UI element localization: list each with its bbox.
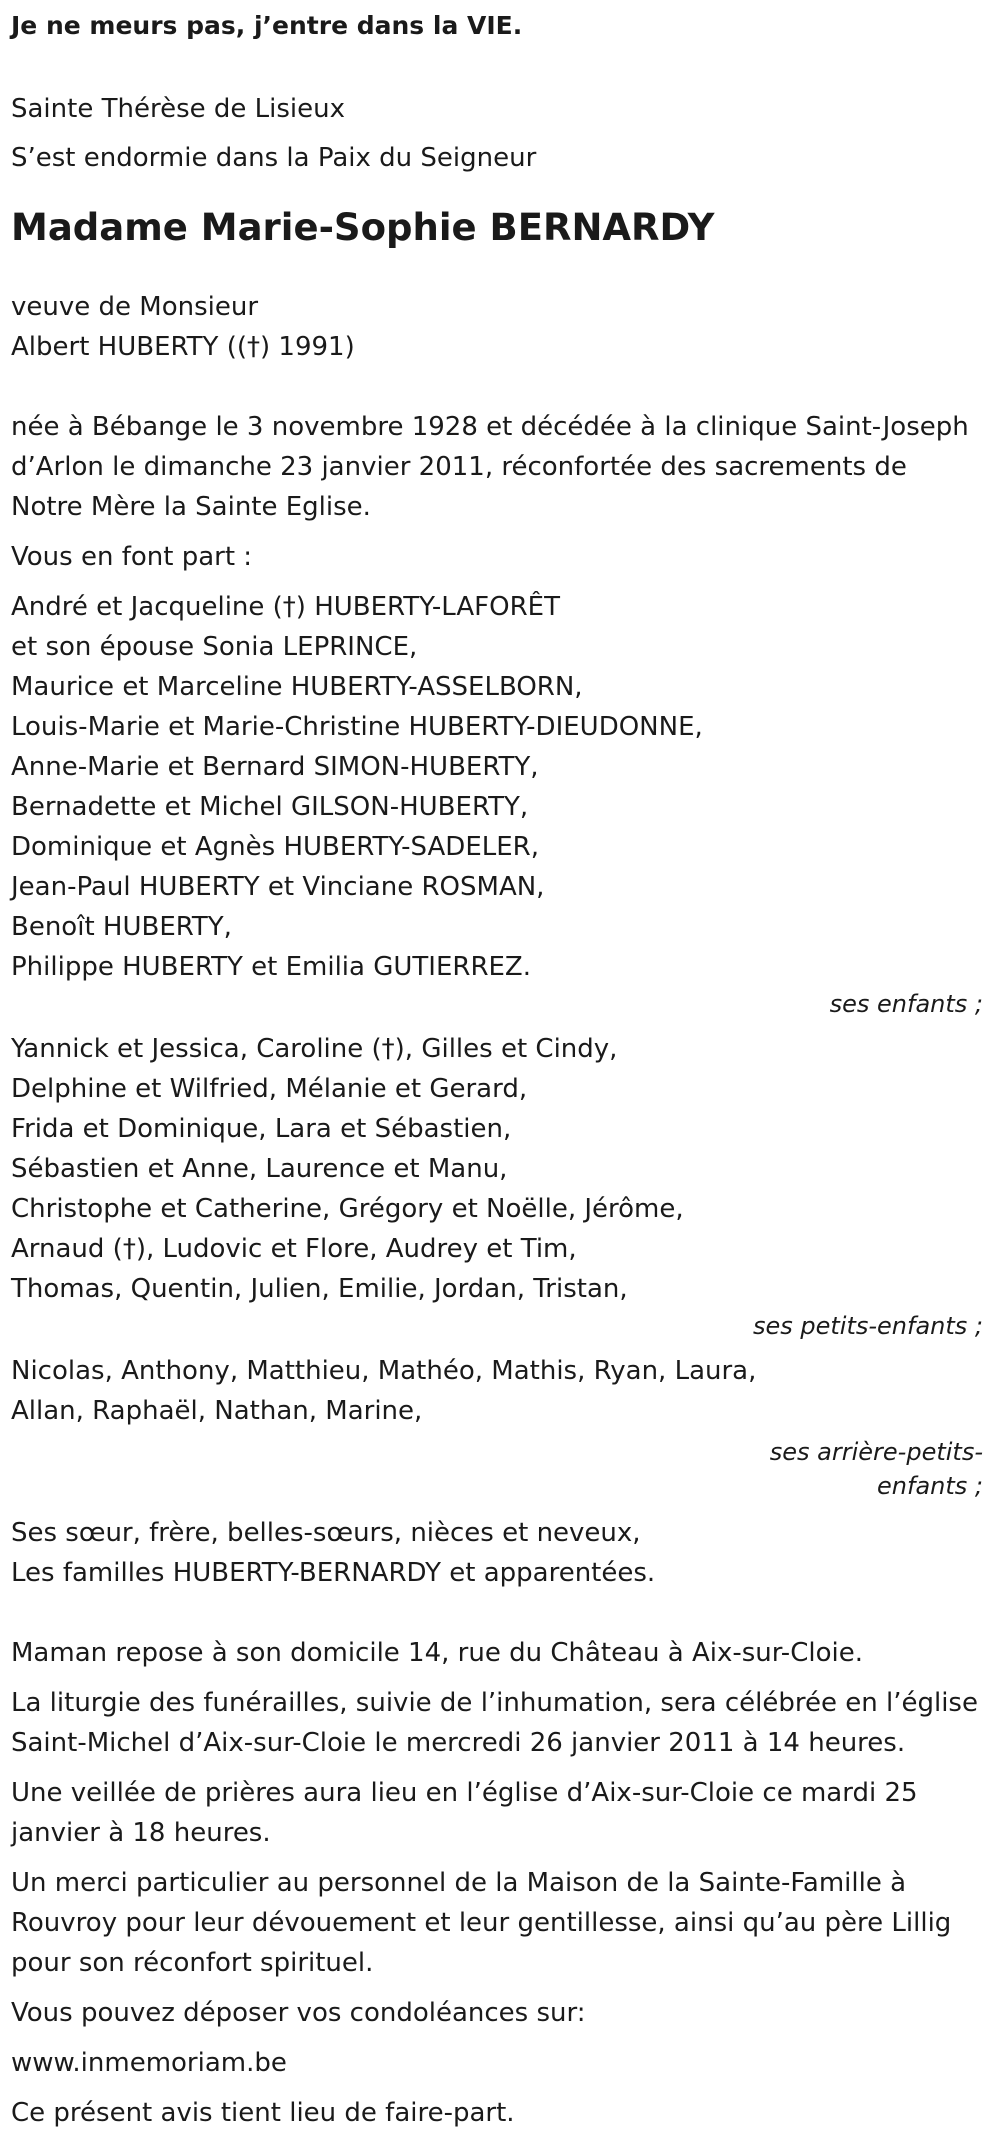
- list-item: André et Jacqueline (†) HUBERTY-LAFORÊT: [11, 592, 560, 622]
- condolences-intro: Vous pouvez déposer vos condoléances sur:: [11, 1998, 586, 2028]
- list-item: Dominique et Agnès HUBERTY-SADELER,: [11, 832, 539, 862]
- list-item: Anne-Marie et Bernard SIMON-HUBERTY,: [11, 752, 539, 782]
- thanks-line: pour son réconfort spirituel.: [11, 1948, 374, 1978]
- birth-death-line: Notre Mère la Sainte Eglise.: [11, 492, 371, 522]
- others-block: [11, 1513, 989, 1593]
- great-grandchildren-label: ses arrière-petits-: [769, 1438, 983, 1466]
- spouse-line: Albert HUBERTY ((†) 1991): [11, 332, 355, 362]
- list-item: Delphine et Wilfried, Mélanie et Gerard,: [11, 1074, 528, 1104]
- thanks-line: Un merci particulier au personnel de la Maison de la Sainte-Famille à: [11, 1868, 907, 1898]
- list-item: Thomas, Quentin, Julien, Emilie, Jordan, Tristan,: [11, 1274, 628, 1304]
- vigil-line: janvier à 18 heures.: [11, 1818, 271, 1848]
- thanks-paragraph: [11, 1863, 989, 1983]
- vigil-paragraph: [11, 1773, 989, 1853]
- list-item: Louis-Marie et Marie-Christine HUBERTY-DIEUDONNE,: [11, 712, 703, 742]
- spouse-block: [11, 287, 989, 367]
- obituary-notice: [11, 0, 989, 2133]
- children-list: [11, 587, 989, 987]
- children-label: ses enfants ;: [829, 990, 983, 1018]
- list-item: Maurice et Marceline HUBERTY-ASSELBORN,: [11, 672, 583, 702]
- list-item: Sébastien et Anne, Laurence et Manu,: [11, 1154, 508, 1184]
- list-item: Bernadette et Michel GILSON-HUBERTY,: [11, 792, 529, 822]
- list-item: Benoît HUBERTY,: [11, 912, 232, 942]
- thanks-line: Rouvroy pour leur dévouement et leur gentillesse, ainsi qu’au père Lillig: [11, 1908, 952, 1938]
- motto: Je ne meurs pas, j’entre dans la VIE.: [11, 11, 523, 40]
- list-item: Frida et Dominique, Lara et Sébastien,: [11, 1114, 512, 1144]
- list-item: Les familles HUBERTY-BERNARDY et apparentées.: [11, 1558, 656, 1588]
- closing-note: Ce présent avis tient lieu de faire-part.: [11, 2098, 515, 2128]
- birth-death-line: née à Bébange le 3 novembre 1928 et décédée à la clinique Saint-Joseph: [11, 412, 969, 442]
- rest-place: Maman repose à son domicile 14, rue du Château à Aix-sur-Cloie.: [11, 1638, 863, 1668]
- list-item: Philippe HUBERTY et Emilia GUTIERREZ.: [11, 952, 532, 982]
- list-item: Ses sœur, frère, belles-sœurs, nièces et neveux,: [11, 1518, 641, 1548]
- list-item: Allan, Raphaël, Nathan, Marine,: [11, 1396, 423, 1426]
- list-item: et son épouse Sonia LEPRINCE,: [11, 632, 418, 662]
- vigil-line: Une veillée de prières aura lieu en l’église d’Aix-sur-Cloie ce mardi 25: [11, 1778, 918, 1808]
- great-grandchildren-label: enfants ;: [877, 1472, 983, 1500]
- quote-author: Sainte Thérèse de Lisieux: [11, 94, 345, 124]
- liturgy-line: La liturgie des funérailles, suivie de l’inhumation, sera célébrée en l’église: [11, 1688, 978, 1718]
- list-item: Nicolas, Anthony, Matthieu, Mathéo, Mathis, Ryan, Laura,: [11, 1356, 757, 1386]
- liturgy-paragraph: [11, 1683, 989, 1763]
- list-item: Arnaud (†), Ludovic et Flore, Audrey et Tim,: [11, 1234, 577, 1264]
- website-link[interactable]: www.inmemoriam.be: [11, 2048, 287, 2078]
- grandchildren-list: [11, 1029, 989, 1309]
- list-item: Jean-Paul HUBERTY et Vinciane ROSMAN,: [11, 872, 545, 902]
- spouse-line: veuve de Monsieur: [11, 292, 259, 322]
- birth-death-paragraph: [11, 407, 989, 527]
- grandchildren-label: ses petits-enfants ;: [752, 1312, 983, 1340]
- birth-death-line: d’Arlon le dimanche 23 janvier 2011, réconfortée des sacrements de: [11, 452, 907, 482]
- list-item: Yannick et Jessica, Caroline (†), Gilles et Cindy,: [11, 1034, 618, 1064]
- liturgy-line: Saint-Michel d’Aix-sur-Cloie le mercredi 26 janvier 2011 à 14 heures.: [11, 1728, 906, 1758]
- list-item: Christophe et Catherine, Grégory et Noëlle, Jérôme,: [11, 1194, 684, 1224]
- announcement: S’est endormie dans la Paix du Seigneur: [11, 143, 537, 173]
- great-grandchildren-list: [11, 1351, 989, 1431]
- intro-line: Vous en font part :: [11, 542, 253, 572]
- deceased-name: Madame Marie-Sophie BERNARDY: [11, 206, 715, 249]
